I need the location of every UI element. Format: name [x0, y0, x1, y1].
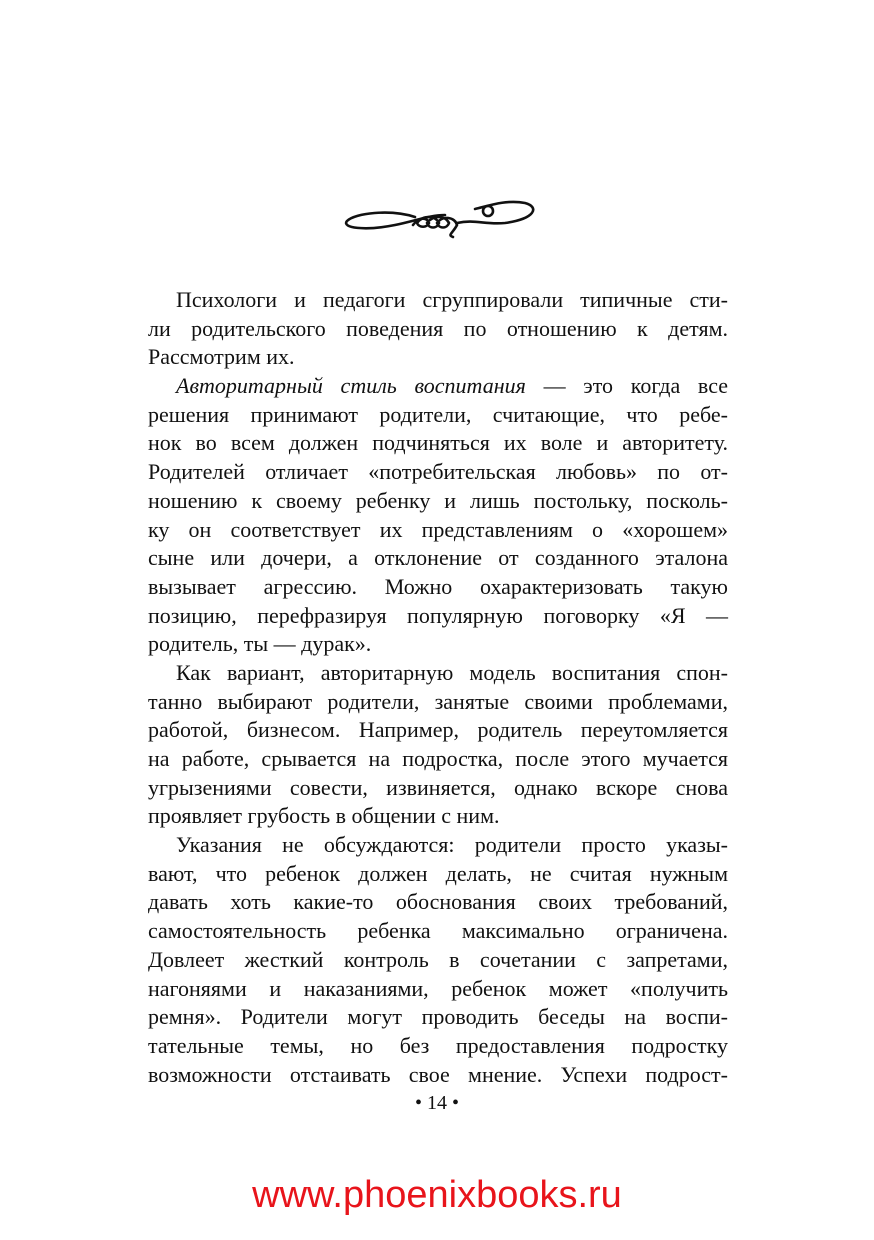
text-line	[148, 860, 728, 889]
body-text	[148, 286, 728, 1089]
text-line	[148, 745, 728, 774]
text-line	[148, 516, 728, 545]
line-text: Родителей отличает «потребительская любовь» по от-	[148, 459, 728, 485]
text-line	[148, 688, 728, 717]
line-text: работой, бизнесом. Например, родитель переутомляется	[148, 717, 728, 743]
line-text: угрызениями совести, извиняется, однако вскоре снова	[148, 774, 728, 800]
line-text: Рассмотрим их.	[148, 344, 295, 370]
line-text: родитель, ты — дурак».	[148, 631, 372, 657]
text-line	[148, 286, 728, 315]
line-text: проявляет грубость в общении с ним.	[148, 803, 500, 829]
text-line	[148, 659, 728, 688]
line-text: ремня». Родители могут проводить беседы на воспи-	[148, 1004, 728, 1030]
line-text: давать хоть какие-то обоснования своих требований,	[148, 889, 728, 915]
line-text: ношению к своему ребенку и лишь постольку, посколь-	[148, 487, 728, 513]
italic-term: Авторитарный стиль воспитания	[176, 373, 526, 399]
line-text: тательные темы, но без предоставления подростку	[148, 1032, 728, 1058]
line-text: нок во всем должен подчиняться их воле и авторитету.	[148, 430, 728, 456]
text-line	[148, 774, 728, 803]
line-text: вают, что ребенок должен делать, не считая нужным	[148, 860, 728, 886]
text-line	[148, 372, 728, 401]
text-line	[148, 716, 728, 745]
text-line	[148, 1032, 728, 1061]
text-line	[148, 429, 728, 458]
text-line	[148, 458, 728, 487]
page-number: • 14 •	[414, 1092, 459, 1114]
line-text: самостоятельность ребенка максимально ограничена.	[148, 918, 728, 944]
line-text: — это когда все	[525, 373, 728, 399]
line-text: танно выбирают родители, занятые своими проблемами,	[148, 688, 728, 714]
text-line	[148, 401, 728, 430]
line-text: ли родительского поведения по отношению к детям.	[148, 315, 728, 341]
line-text: Указания не обсуждаются: родители просто указы-	[176, 832, 728, 858]
line-text: на работе, срывается на подростка, после этого мучается	[148, 746, 728, 771]
text-line	[148, 831, 728, 860]
text-line	[148, 315, 728, 344]
line-text: Довлеет жесткий контроль в сочетании с запретами,	[148, 946, 728, 972]
text-line	[148, 487, 728, 516]
publisher-url-link[interactable]: www.phoenixbooks.ru	[252, 1174, 622, 1216]
text-line	[148, 1061, 728, 1090]
line-text: возможности отстаивать свое мнение. Успехи подрост-	[148, 1061, 728, 1087]
text-line	[148, 1003, 728, 1032]
text-line	[148, 975, 728, 1004]
text-line	[148, 343, 728, 372]
line-text: Как вариант, авторитарную модель воспитания спон-	[176, 659, 728, 685]
text-line	[148, 544, 728, 573]
text-line	[148, 573, 728, 602]
text-line	[148, 802, 728, 831]
line-text: вызывает агрессию. Можно охарактеризовать такую	[148, 573, 728, 599]
text-line	[148, 602, 728, 631]
text-line	[148, 888, 728, 917]
line-text: решения принимают родители, считающие, что ребе-	[148, 401, 728, 427]
line-text: сыне или дочери, а отклонение от созданного эталона	[148, 545, 728, 571]
text-line	[148, 946, 728, 975]
text-line	[148, 917, 728, 946]
line-text: позицию, перефразируя популярную поговорку «Я —	[148, 602, 728, 628]
line-text: нагоняями и наказаниями, ребенок может «получить	[148, 975, 728, 1001]
line-text: Психологи и педагоги сгруппировали типичные сти-	[176, 287, 728, 312]
line-text: ку он соответствует их представлениям о «хорошем»	[148, 516, 728, 542]
decorative-flourish-icon	[335, 195, 545, 245]
text-line	[148, 630, 728, 659]
